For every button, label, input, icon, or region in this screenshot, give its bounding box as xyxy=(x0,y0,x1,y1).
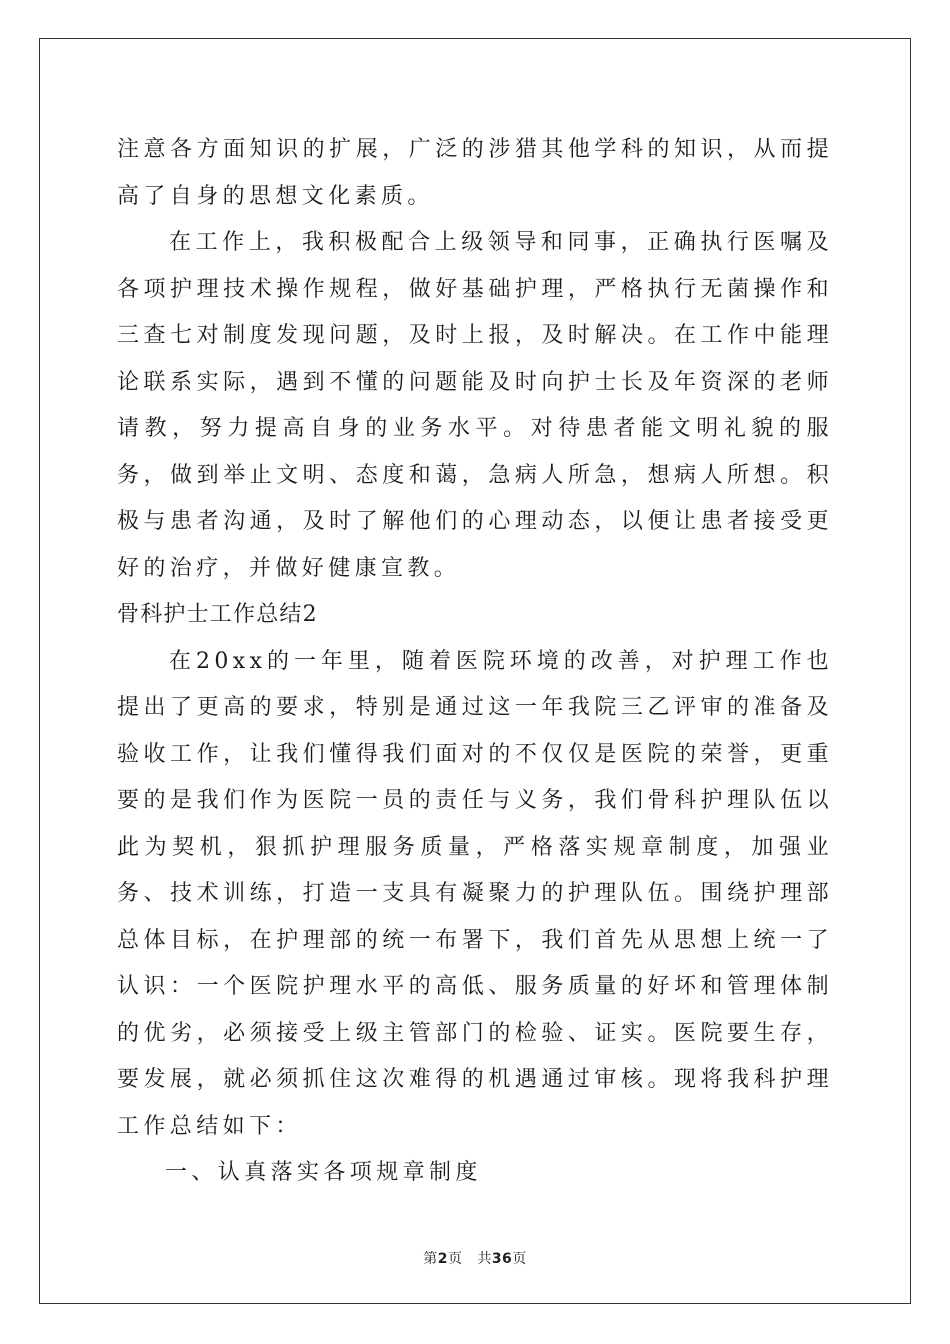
document-body xyxy=(117,127,833,1197)
section-paragraph: 在20xx的一年里，随着医院环境的改善，对护理工作也提出了更高的要求，特别是通过这一年我院三乙评审的准备及验收工作，让我们懂得我们面对的不仅仅是医院的荣誉，更重要的是我们作为医院一员的责任与义务，我们骨科护理队伍以此为契机，狠抓护理服务质量，严格落实规章制度，加强业务、技术训练，打造一支具有凝聚力的护理队伍。围绕护理部总体目标，在护理部的统一布署下，我们首先从思想上统一了认识：一个医院护理水平的高低、服务质量的好坏和管理体制的优劣，必须接受上级主管部门的检验、证实。医院要生存，要发展，就必须抓住这次难得的机遇通过审核。现将我科护理工作总结如下： xyxy=(117,648,833,1139)
page-prefix: 第 xyxy=(423,1251,438,1267)
page-footer xyxy=(0,1248,950,1268)
total-suffix: 页 xyxy=(512,1251,527,1267)
paragraph-work: 在工作上，我积极配合上级领导和同事，正确执行医嘱及各项护理技术操作规程，做好基础护理，严格执行无菌操作和三查七对制度发现问题，及时上报，及时解决。在工作中能理论联系实际，遇到不懂的问题能及时向护士长及年资深的老师请教，努力提高自身的业务水平。对待患者能文明礼貌的服务，做到举止文明、态度和蔼，急病人所急，想病人所想。积极与患者沟通，及时了解他们的心理动态，以便让患者接受更好的治疗，并做好健康宣教。 xyxy=(117,230,833,581)
total-prefix: 共 xyxy=(477,1251,492,1267)
page-number: 2 xyxy=(437,1251,448,1267)
sub-heading: 一、认真落实各项规章制度 xyxy=(165,1160,482,1185)
paragraph-continuation: 注意各方面知识的扩展，广泛的涉猎其他学科的知识，从而提高了自身的思想文化素质。 xyxy=(117,137,833,209)
total-pages: 36 xyxy=(491,1251,513,1267)
page-suffix: 页 xyxy=(447,1251,463,1267)
section-title: 骨科护士工作总结2 xyxy=(117,602,318,627)
